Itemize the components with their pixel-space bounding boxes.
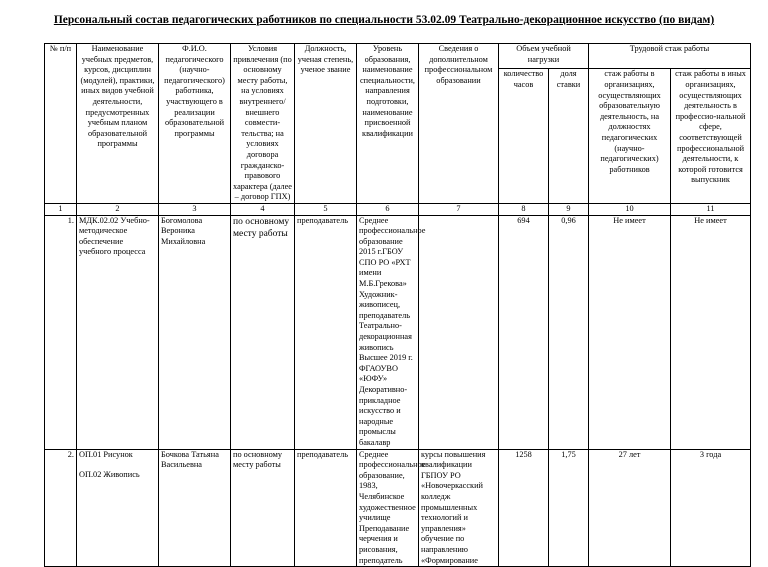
col-number: 9 — [549, 203, 589, 215]
row-conditions: по основному месту работы — [231, 215, 295, 449]
header-additional: Сведения о дополнительном профессиональном образовании — [419, 44, 499, 204]
header-conditions: Условия привлечения (по основному месту работы, на условиях внутреннего/ внешнего совмести-тельства; на условиях договора гражданско-правового характера (далее – договор ГПХ) — [231, 44, 295, 204]
header-education: Уровень образования, наименование специальности, направления подготовки, наименование присвоенной квалификации — [357, 44, 419, 204]
row-exp-other: Не имеет — [671, 215, 751, 449]
subject-item: МДК.02.02 Учебно-методическое обеспечение учебного процесса — [79, 215, 150, 257]
col-number: 10 — [589, 203, 671, 215]
header-subjects: Наименование учебных предметов, курсов, дисциплин (модулей), практики, иных видов учебной деятельности, предусмотренных учебным планом образовательной программы — [77, 44, 159, 204]
col-number: 7 — [419, 203, 499, 215]
row-num: 1. — [45, 215, 77, 449]
staff-table — [44, 43, 751, 567]
row-conditions: по основному месту работы — [231, 449, 295, 567]
row-fio: Бочкова Татьяна Васильевна — [159, 449, 231, 567]
header-workload: Объем учебной нагрузки — [499, 44, 589, 69]
col-number: 1 — [45, 203, 77, 215]
table-row — [45, 215, 751, 449]
row-hours: 694 — [499, 215, 549, 449]
col-number: 5 — [295, 203, 357, 215]
row-exp-other: 3 года — [671, 449, 751, 567]
header-hours: количество часов — [499, 69, 549, 204]
header-exp-edu: стаж работы в организациях, осуществляющих образовательную деятельность, на должностях педагогических (научно-педагогических) работников — [589, 69, 671, 204]
row-rate: 1,75 — [549, 449, 589, 567]
col-number: 8 — [499, 203, 549, 215]
col-number: 2 — [77, 203, 159, 215]
row-num: 2. — [45, 449, 77, 567]
row-hours: 1258 — [499, 449, 549, 567]
header-exp-other: стаж работы в иных организациях, осуществляющих деятельность в профессио-нальной сфере, соответствующей профессиональной деятельности, к которой готовится выпускник — [671, 69, 751, 204]
row-exp-edu: Не имеет — [589, 215, 671, 449]
col-number: 4 — [231, 203, 295, 215]
row-education: Среднее профессиональное образование, 1983, Челябинское художественное училище Преподавание черчения и рисования, преподатель — [357, 449, 419, 567]
subject-item: ОП.01 Рисунок — [79, 449, 133, 459]
col-number: 3 — [159, 203, 231, 215]
row-position: преподаватель — [295, 215, 357, 449]
row-fio: Богомолова Вероника Михайловна — [159, 215, 231, 449]
header-position: Должность, ученая степень, ученое звание — [295, 44, 357, 204]
row-additional — [419, 215, 499, 449]
row-education: Среднее профессиональное образование 2015 г.ГБОУ СПО РО «РХТ имени М.Б.Грекова» Художник-живописец, преподаватель Театрально-декорационная живопись Высшее 2019 г. ФГАОУВО «ЮФУ» Декоративно-прикладное искусство и народные промыслы бакалавр — [357, 215, 419, 449]
header-num: № п/п — [45, 44, 77, 204]
subject-item: ОП.02 Живопись — [79, 470, 140, 480]
header-experience: Трудовой стаж работы — [589, 44, 751, 69]
header-rate: доля ставки — [549, 69, 589, 204]
page-title: Персональный состав педагогических работников по специальности 53.02.09 Театрально-декорационное искусство (по видам) — [53, 14, 715, 26]
header-fio: Ф.И.О. педагогического (научно-педагогического) работника, участвующего в реализации образовательной программы — [159, 44, 231, 204]
row-rate: 0,96 — [549, 215, 589, 449]
table-row — [45, 449, 751, 567]
row-subjects — [77, 215, 159, 449]
col-number: 11 — [671, 203, 751, 215]
row-exp-edu: 27 лет — [589, 449, 671, 567]
row-position: преподаватель — [295, 449, 357, 567]
row-subjects — [77, 449, 159, 567]
col-number: 6 — [357, 203, 419, 215]
row-additional: курсы повышения квалификации ГБПОУ РО «Новочеркасский колледж промышленных технологий и управления» обучение по направлению «Формирование — [419, 449, 499, 567]
